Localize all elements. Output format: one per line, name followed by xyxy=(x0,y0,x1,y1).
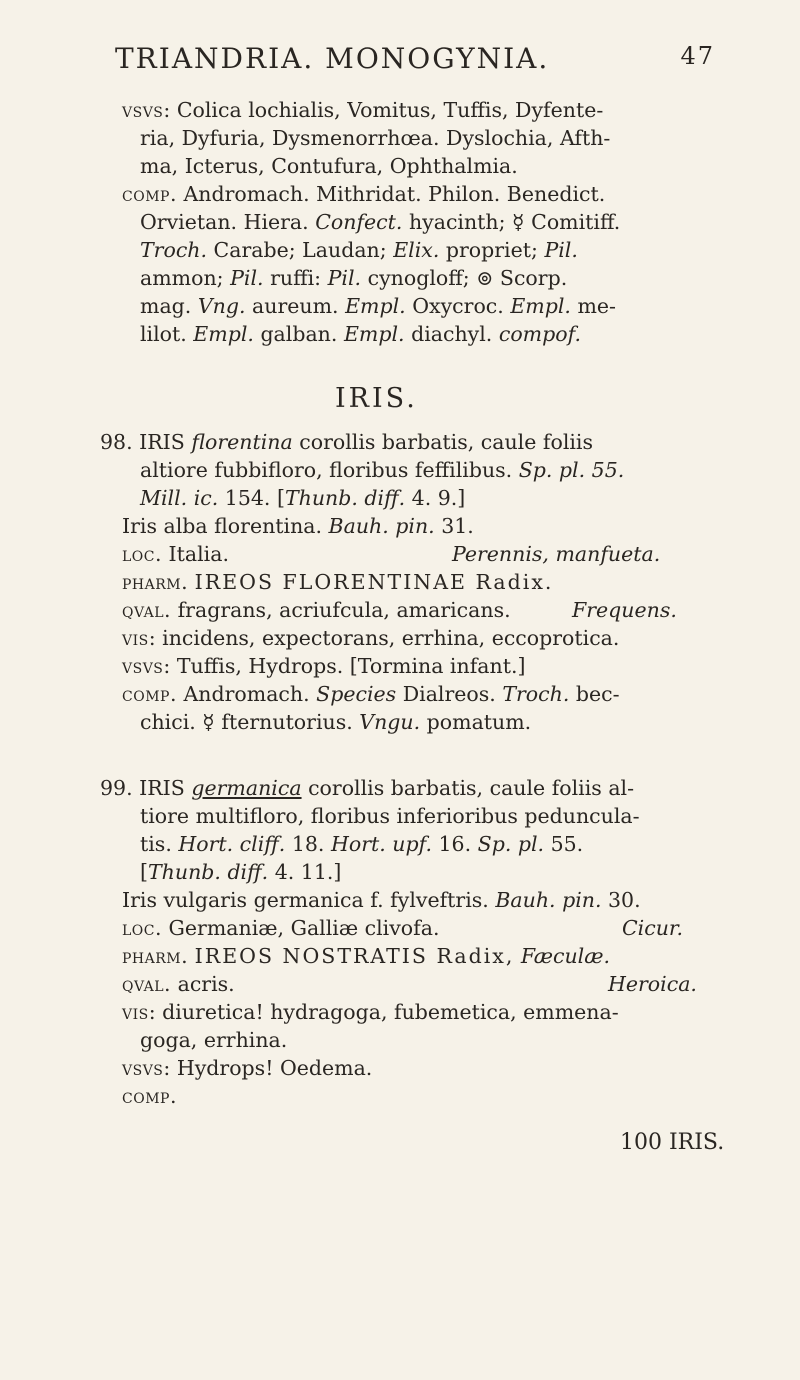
text-span: Oxycroc. xyxy=(412,294,504,318)
text-line xyxy=(140,292,616,320)
text-span: 55. xyxy=(550,832,584,856)
text-span: Frequens. xyxy=(572,598,677,622)
text-span: Hort. cliff. xyxy=(178,832,286,856)
entry-number: 98. xyxy=(100,430,133,454)
text-span: ma, Icterus, Contufura, Ophthalmia. xyxy=(140,154,518,178)
text-span: : Colica lochialis, Vomitus, Tuffis, Dyfente- xyxy=(163,98,604,122)
text-span: cynogloff; ⊚ Scorp. xyxy=(367,266,568,290)
text-span: Vng. xyxy=(197,294,246,318)
text-span: : Tuffis, Hydrops. [Tormina infant.] xyxy=(163,654,526,678)
text-span: Iris vulgaris germanica f. fylveftris. xyxy=(122,888,489,912)
text-span: Troch. xyxy=(502,682,570,706)
text-line xyxy=(122,512,474,540)
text-span: Species xyxy=(316,682,397,706)
text-line xyxy=(140,236,578,264)
species-name: germanica xyxy=(191,776,302,800)
text-span: 30. xyxy=(608,888,641,912)
text-span: Andromach. xyxy=(183,682,310,706)
text-line xyxy=(122,652,525,680)
text-line xyxy=(140,484,465,512)
qual-label: qval. xyxy=(122,972,172,996)
text-span: Orvietan. Hiera. xyxy=(140,210,309,234)
text-span: Iris alba florentina. xyxy=(122,514,323,538)
text-span: pomatum. xyxy=(426,710,532,734)
text-span: diachyl. xyxy=(411,322,493,346)
text-span: bec- xyxy=(575,682,620,706)
text-line xyxy=(100,774,634,802)
text-line xyxy=(140,456,624,484)
text-line xyxy=(122,96,603,124)
genus-name: IRIS xyxy=(139,776,185,800)
loc-label: loc. xyxy=(122,542,163,566)
text-line xyxy=(140,858,341,886)
text-span: Perennis, manfueta. xyxy=(452,542,661,566)
page-number: 47 xyxy=(680,42,715,70)
text-span: IREOS NOSTRATIS Radix, xyxy=(194,944,515,968)
text-span: Thunb. diff. xyxy=(148,860,269,884)
text-span: Elix. xyxy=(393,238,440,262)
text-line xyxy=(122,180,605,208)
catchword: 100 IRIS. xyxy=(620,1130,725,1155)
text-span: Pil. xyxy=(230,266,264,290)
text-span: Troch. xyxy=(140,238,208,262)
text-line xyxy=(122,568,553,596)
text-line xyxy=(122,886,641,914)
text-span: IREOS FLORENTINAE Radix. xyxy=(194,570,554,594)
text-span: Dialreos. xyxy=(402,682,496,706)
text-line xyxy=(140,830,583,858)
text-line xyxy=(122,914,702,942)
text-span: altiore fubbifloro, floribus feffilibus. xyxy=(140,458,513,482)
text-line xyxy=(122,624,619,652)
text-span: ruffi: xyxy=(270,266,322,290)
text-span: Empl. xyxy=(343,322,405,346)
text-line xyxy=(122,596,702,624)
text-line xyxy=(140,1026,287,1054)
text-span: Sp. pl. 55. xyxy=(518,458,625,482)
comp-label: comp. xyxy=(122,682,177,706)
text-span: Vngu. xyxy=(359,710,421,734)
text-span: fragrans, acriufcula, amaricans. xyxy=(177,598,511,622)
text-span: Germaniæ, Galliæ clivofa. xyxy=(168,916,440,940)
text-line xyxy=(140,802,640,830)
text-span: [ xyxy=(140,860,148,884)
text-span: Empl. xyxy=(345,294,406,318)
vis-label: vis xyxy=(122,1000,149,1024)
entry-number: 99. xyxy=(100,776,133,800)
genus-name: IRIS xyxy=(139,430,185,454)
text-span: acris. xyxy=(177,972,235,996)
section-title: IRIS. xyxy=(335,383,418,414)
text-span: chici. ☿ fternutorius. xyxy=(140,710,353,734)
text-span: 4. 9.] xyxy=(411,486,466,510)
vsvs-label: vsvs xyxy=(122,1056,164,1080)
text-line xyxy=(122,942,610,970)
text-span: mag. xyxy=(140,294,192,318)
vis-label: vis xyxy=(122,626,149,650)
text-span: [ xyxy=(276,486,285,510)
vsvs-label: vsvs xyxy=(122,654,164,678)
vsvs-label: vsvs xyxy=(122,98,164,122)
text-line xyxy=(140,708,531,736)
text-span: Hort. upf. xyxy=(330,832,432,856)
text-line xyxy=(122,680,620,708)
text-span: Bauh. pin. xyxy=(328,514,435,538)
text-span: : diuretica! hydragoga, fubemetica, emmena- xyxy=(148,1000,619,1024)
text-line xyxy=(100,428,593,456)
text-span: corollis barbatis, caule foliis al- xyxy=(308,776,635,800)
text-span: 16. xyxy=(438,832,472,856)
text-span: Thunb. diff. xyxy=(284,486,406,510)
text-span: Bauh. pin. xyxy=(495,888,602,912)
text-span: 31. xyxy=(441,514,474,538)
text-span: 4. 11.] xyxy=(274,860,342,884)
text-span: galban. xyxy=(260,322,338,346)
text-span: propriet; xyxy=(445,238,538,262)
text-line xyxy=(122,998,619,1026)
text-span: ammon; xyxy=(140,266,224,290)
text-line xyxy=(140,152,518,180)
pharm-label: pharm. xyxy=(122,944,189,968)
text-span: tiore multifloro, floribus inferioribus peduncula- xyxy=(140,804,640,828)
text-span: compof. xyxy=(498,322,581,346)
text-line xyxy=(122,1082,177,1110)
text-span: 18. xyxy=(291,832,325,856)
text-span: : Hydrops! Oedema. xyxy=(163,1056,373,1080)
comp-label: comp. xyxy=(122,1084,177,1108)
text-span: goga, errhina. xyxy=(140,1028,288,1052)
text-span: Sp. pl. xyxy=(477,832,545,856)
text-line xyxy=(122,540,702,568)
text-span: hyacinth; ☿ Comitiff. xyxy=(408,210,621,234)
text-line xyxy=(140,124,610,152)
text-span: Fæculæ. xyxy=(520,944,611,968)
text-span: Italia. xyxy=(168,542,229,566)
running-header xyxy=(115,42,715,82)
text-span: Pil. xyxy=(327,266,362,290)
pharm-label: pharm. xyxy=(122,570,189,594)
text-span: ria, Dyfuria, Dysmenorrhœa. Dyslochia, Afth- xyxy=(140,126,611,150)
text-line xyxy=(140,264,567,292)
text-span: Confect. xyxy=(315,210,403,234)
comp-label: comp. xyxy=(122,182,177,206)
text-span: aureum. xyxy=(252,294,339,318)
loc-label: loc. xyxy=(122,916,163,940)
header-title: TRIANDRIA. MONOGYNIA. xyxy=(115,42,550,75)
qual-label: qval. xyxy=(122,598,172,622)
text-span: Carabe; Laudan; xyxy=(213,238,387,262)
text-span: Empl. xyxy=(510,294,571,318)
text-span: Mill. ic. xyxy=(140,486,219,510)
text-line xyxy=(122,1054,372,1082)
text-span: Empl. xyxy=(193,322,254,346)
text-span: Pil. xyxy=(544,238,578,262)
species-name: florentina xyxy=(191,430,293,454)
text-span: Cicur. xyxy=(622,916,683,940)
text-line xyxy=(140,208,620,236)
text-span: 154. xyxy=(224,486,271,510)
text-span: Heroica. xyxy=(608,972,697,996)
text-span: : incidens, expectorans, errhina, eccoprotica. xyxy=(148,626,620,650)
text-span: corollis barbatis, caule foliis xyxy=(299,430,594,454)
text-span: lilot. xyxy=(140,322,187,346)
text-line xyxy=(140,320,581,348)
text-span: tis. xyxy=(140,832,172,856)
text-line xyxy=(122,970,702,998)
text-span: me- xyxy=(577,294,616,318)
text-span: Andromach. Mithridat. Philon. Benedict. xyxy=(183,182,606,206)
